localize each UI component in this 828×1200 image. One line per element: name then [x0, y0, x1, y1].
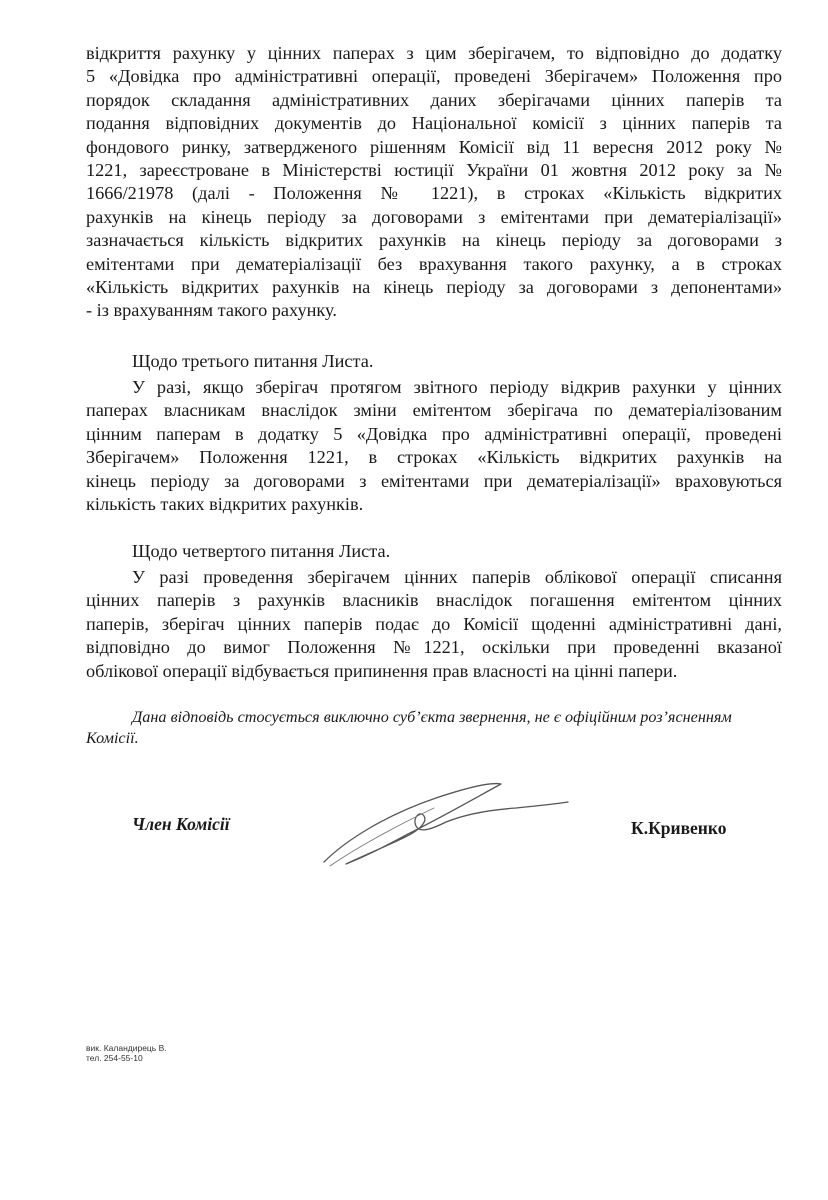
text-line: паперів, зберігач цінних паперів подає до Комісії щоденні адміністративні дані, — [86, 613, 782, 634]
signatory-name: К.Кривенко — [631, 818, 727, 838]
text-line: рахунків на кінець періоду за договорами з емітентами при дематеріалізації» — [86, 206, 782, 227]
executor-name: вик. Каландирець В. — [86, 1043, 167, 1053]
text-line: Зберігачем» Положення 1221, в строках «Кількість відкритих рахунків на — [86, 447, 782, 468]
section-4-heading: Щодо четвертого питання Листа. — [132, 541, 391, 561]
text-line: Комісії. — [86, 729, 139, 747]
executor-phone: тел. 254-55-10 — [86, 1053, 143, 1063]
section-3-heading: Щодо третього питання Листа. — [132, 351, 374, 371]
text-line: фондового ринку, затвердженого рішенням Комісії від 11 вересня 2012 року № — [86, 136, 782, 157]
text-line: облікової операції відбувається припинення прав власності на цінні папери. — [86, 660, 678, 681]
text-line: паперах власникам внаслідок зміни емітентом зберігача по дематеріалізованим — [86, 400, 782, 421]
section-3-body — [86, 376, 782, 516]
text-line: зазначається кількість відкритих рахунків на кінець періоду за договорами з — [86, 230, 782, 251]
text-line: відповідно до вимог Положення №1221, оскільки при проведенні вказаної — [86, 637, 782, 658]
text-line: У разі, якщо зберігач протягом звітного періоду відкрив рахунки у цінних — [132, 377, 782, 397]
text-line: подання відповідних документів до Національної комісії з цінних паперів та — [86, 113, 782, 134]
text-line: Дана відповідь стосується виключно суб’єкта звернення, не є офіційним роз’ясненням — [132, 708, 732, 726]
text-line: цінним паперам в додатку 5 «Довідка про адміністративні операції, проведені — [86, 423, 782, 444]
text-line: У разі проведення зберігачем цінних паперів облікової операції списання — [132, 567, 782, 587]
text-line: порядок складання адміністративних даних зберігачами цінних паперів та — [86, 89, 782, 110]
text-line: 5 «Довідка про адміністративні операції, проведені Зберігачем» Положення про — [86, 66, 782, 87]
handwritten-signature — [316, 770, 576, 880]
signatory-role: Член Комісії — [132, 814, 230, 834]
text-line: - із врахуванням такого рахунку. — [86, 300, 337, 321]
text-line: кількість таких відкритих рахунків. — [86, 494, 364, 515]
executor-info — [86, 1043, 167, 1063]
text-line: кінець періоду за договорами з емітентами при дематеріалізації» враховуються — [86, 470, 782, 491]
text-line: відкриття рахунку у цінних паперах з цим зберігачем, то відповідно до додатку — [86, 43, 782, 63]
text-line: 1221, зареєстроване в Міністерстві юстиції України 01 жовтня 2012 року за № — [86, 160, 782, 181]
text-line: емітентами при дематеріалізації без врахування такого рахунку, а в строках — [86, 253, 782, 274]
text-line: 1666/21978 (далі - Положення № 1221), в строках «Кількість відкритих — [86, 183, 782, 204]
disclaimer — [86, 707, 782, 749]
section-4-body — [86, 566, 782, 683]
paragraph-1 — [86, 42, 782, 323]
text-line: цінних паперів з рахунків власників внаслідок погашення емітентом цінних — [86, 590, 782, 611]
text-line: «Кількість відкритих рахунків на кінець періоду за договорами з депонентами» — [86, 277, 782, 298]
